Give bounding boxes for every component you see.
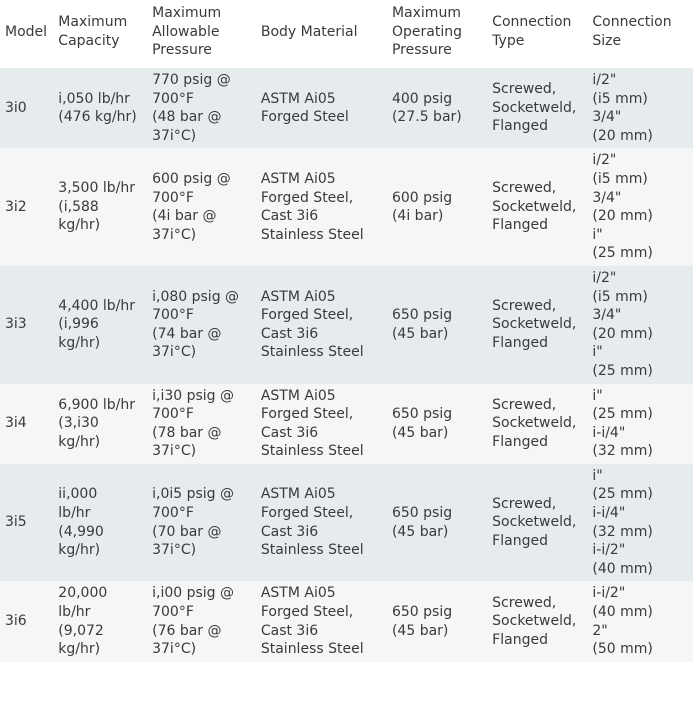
cell-text-line: Stainless Steel	[260, 641, 364, 658]
connection-type-cell	[487, 384, 587, 464]
cell-text-line: Stainless Steel	[260, 226, 364, 243]
cell-text-line: Forged Steel,	[260, 406, 354, 423]
cell-text-line: ASTM Ai05	[260, 170, 336, 187]
cell-text-line: kg/hr)	[58, 335, 101, 352]
cell-text-line: 700°F	[152, 307, 194, 324]
cell-text-line: (32 mm)	[592, 523, 653, 540]
cell-text-line: (45 bar)	[391, 424, 449, 441]
cell-text-line: i"	[592, 387, 603, 404]
body-material-cell	[256, 384, 387, 464]
cell-text-line: Cast 3i6	[260, 622, 319, 639]
cell-text-line: Cast 3i6	[260, 325, 319, 342]
cell-text-line: Forged Steel,	[260, 505, 354, 522]
cell-text-line: 3i6	[5, 613, 27, 630]
cell-text-line: Screwed,	[492, 594, 557, 611]
cell-text-line: Screwed,	[492, 495, 557, 512]
cell-text-line: 4,400 lb/hr	[58, 297, 135, 314]
cell-text-line: 3/4"	[592, 109, 622, 126]
operating-pressure-cell	[387, 464, 487, 582]
cell-text-line: (25 mm)	[592, 245, 653, 262]
header-text-line: Connection	[492, 14, 572, 31]
cell-text-line: Stainless Steel	[260, 344, 364, 361]
cell-text-line: Screwed,	[492, 81, 557, 98]
cell-text-line: (4i bar @	[152, 208, 217, 225]
cell-text-line: 700°F	[152, 189, 194, 206]
table-row	[0, 68, 693, 148]
header-text-line: Maximum	[58, 14, 128, 31]
cell-text-line: 37i°C)	[152, 344, 197, 361]
cell-text-line: (27.5 bar)	[391, 109, 462, 126]
allowable-pressure-cell	[147, 384, 256, 464]
header-text-line: Maximum	[391, 5, 461, 22]
cell-text-line: 770 psig @	[152, 72, 231, 88]
cell-text-line: Cast 3i6	[260, 523, 319, 540]
cell-text-line: Screwed,	[492, 396, 557, 413]
cell-text-line: (45 bar)	[391, 622, 449, 639]
cell-text-line: 400 psig	[391, 90, 453, 107]
body-material-cell	[256, 464, 387, 582]
cell-text-line: lb/hr	[58, 604, 91, 621]
max-operating-pressure-header	[387, 0, 487, 68]
table-row	[0, 148, 693, 266]
header-text-line: Body Material	[260, 23, 358, 40]
cell-text-line: 700°F	[152, 90, 194, 107]
cell-text-line: i-i/2"	[592, 585, 626, 602]
cell-text-line: Socketweld,	[492, 316, 577, 333]
cell-text-line: (25 mm)	[592, 362, 653, 379]
cell-text-line: (45 bar)	[391, 523, 449, 540]
body-material-cell	[256, 581, 387, 661]
model-cell	[0, 148, 53, 266]
header-text-line: Model	[5, 23, 48, 40]
cell-text-line: Forged Steel,	[260, 604, 354, 621]
cell-text-line: i/2"	[592, 152, 617, 169]
cell-text-line: 37i°C)	[152, 542, 197, 559]
capacity-cell	[53, 464, 147, 582]
cell-text-line: (3,i30	[58, 415, 99, 432]
cell-text-line: Socketweld,	[492, 415, 577, 432]
cell-text-line: Socketweld,	[492, 514, 577, 531]
header-text-line: Pressure	[391, 42, 452, 59]
cell-text-line: Flanged	[492, 217, 548, 234]
allowable-pressure-cell	[147, 581, 256, 661]
cell-text-line: (i,588	[58, 198, 99, 215]
connection-size-cell	[587, 464, 693, 582]
connection-size-cell	[587, 68, 693, 148]
connection-size-cell	[587, 581, 693, 661]
capacity-cell	[53, 384, 147, 464]
model-cell	[0, 581, 53, 661]
connection-size-cell	[587, 384, 693, 464]
capacity-cell	[53, 68, 147, 148]
table-row	[0, 581, 693, 661]
cell-text-line: Socketweld,	[492, 198, 577, 215]
cell-text-line: Flanged	[492, 532, 548, 549]
cell-text-line: (i5 mm)	[592, 90, 648, 107]
max-allowable-pressure-header	[147, 0, 256, 68]
capacity-cell	[53, 581, 147, 661]
cell-text-line: 700°F	[152, 406, 194, 423]
cell-text-line: 650 psig	[391, 307, 453, 324]
cell-text-line: (20 mm)	[592, 325, 653, 342]
connection-type-header	[487, 0, 587, 68]
cell-text-line: Forged Steel	[260, 109, 349, 126]
cell-text-line: 37i°C)	[152, 443, 197, 460]
table-header-row	[0, 0, 693, 68]
operating-pressure-cell	[387, 384, 487, 464]
body-material-cell	[256, 68, 387, 148]
cell-text-line: (i,996	[58, 316, 99, 333]
cell-text-line: Screwed,	[492, 297, 557, 314]
cell-text-line: (74 bar @	[152, 325, 222, 342]
cell-text-line: i,i00 psig @	[152, 585, 235, 602]
cell-text-line: Flanged	[492, 118, 548, 135]
connection-size-cell	[587, 148, 693, 266]
model-cell	[0, 68, 53, 148]
connection-type-cell	[487, 581, 587, 661]
allowable-pressure-cell	[147, 266, 256, 384]
allowable-pressure-cell	[147, 464, 256, 582]
capacity-cell	[53, 148, 147, 266]
capacity-cell	[53, 266, 147, 384]
cell-text-line: Forged Steel,	[260, 189, 354, 206]
cell-text-line: (4i bar)	[391, 208, 444, 225]
cell-text-line: 700°F	[152, 505, 194, 522]
cell-text-line: kg/hr)	[58, 433, 101, 450]
cell-text-line: (9,072	[58, 622, 104, 639]
cell-text-line: i,i30 psig @	[152, 387, 235, 404]
cell-text-line: i/2"	[592, 72, 617, 88]
connection-size-header	[587, 0, 693, 68]
cell-text-line: (25 mm)	[592, 406, 653, 423]
cell-text-line: (20 mm)	[592, 208, 653, 225]
cell-text-line: 3i4	[5, 415, 27, 432]
cell-text-line: Screwed,	[492, 180, 557, 197]
cell-text-line: ASTM Ai05	[260, 486, 336, 503]
cell-text-line: ASTM Ai05	[260, 288, 336, 305]
cell-text-line: 3/4"	[592, 307, 622, 324]
model-cell	[0, 266, 53, 384]
cell-text-line: 3,500 lb/hr	[58, 180, 135, 197]
cell-text-line: (40 mm)	[592, 604, 653, 621]
cell-text-line: ASTM Ai05	[260, 90, 336, 107]
cell-text-line: i"	[592, 344, 603, 361]
cell-text-line: ASTM Ai05	[260, 585, 336, 602]
cell-text-line: Flanged	[492, 433, 548, 450]
model-cell	[0, 464, 53, 582]
cell-text-line: Flanged	[492, 335, 548, 352]
cell-text-line: (32 mm)	[592, 443, 653, 460]
cell-text-line: (20 mm)	[592, 127, 653, 144]
cell-text-line: 20,000	[58, 585, 108, 602]
cell-text-line: 37i°C)	[152, 226, 197, 243]
connection-type-cell	[487, 68, 587, 148]
cell-text-line: 37i°C)	[152, 641, 197, 658]
cell-text-line: 650 psig	[391, 604, 453, 621]
cell-text-line: 700°F	[152, 604, 194, 621]
cell-text-line: Cast 3i6	[260, 424, 319, 441]
connection-type-cell	[487, 148, 587, 266]
cell-text-line: kg/hr)	[58, 641, 101, 658]
cell-text-line: (48 bar @	[152, 109, 222, 126]
cell-text-line: i-i/2"	[592, 542, 626, 559]
header-text-line: Operating	[391, 23, 462, 40]
cell-text-line: i"	[592, 226, 603, 243]
cell-text-line: i-i/4"	[592, 505, 626, 522]
cell-text-line: ASTM Ai05	[260, 387, 336, 404]
model-header	[0, 0, 53, 68]
model-cell	[0, 384, 53, 464]
cell-text-line: Stainless Steel	[260, 443, 364, 460]
allowable-pressure-cell	[147, 68, 256, 148]
allowable-pressure-cell	[147, 148, 256, 266]
cell-text-line: (76 bar @	[152, 622, 222, 639]
cell-text-line: (i5 mm)	[592, 288, 648, 305]
cell-text-line: (50 mm)	[592, 641, 653, 658]
operating-pressure-cell	[387, 581, 487, 661]
cell-text-line: 3i2	[5, 198, 27, 215]
connection-type-cell	[487, 266, 587, 384]
cell-text-line: (4,990	[58, 523, 104, 540]
cell-text-line: Socketweld,	[492, 99, 577, 116]
cell-text-line: 600 psig	[391, 189, 453, 206]
cell-text-line: 3i0	[5, 99, 27, 116]
cell-text-line: (476 kg/hr)	[58, 109, 137, 126]
cell-text-line: i/2"	[592, 269, 617, 286]
cell-text-line: (45 bar)	[391, 325, 449, 342]
cell-text-line: i,0i5 psig @	[152, 486, 235, 503]
cell-text-line: Cast 3i6	[260, 208, 319, 225]
cell-text-line: (40 mm)	[592, 560, 653, 577]
cell-text-line: (25 mm)	[592, 486, 653, 503]
body-material-cell	[256, 148, 387, 266]
cell-text-line: 650 psig	[391, 406, 453, 423]
connection-size-cell	[587, 266, 693, 384]
cell-text-line: 37i°C)	[152, 127, 197, 144]
header-text-line: Connection	[592, 14, 672, 31]
cell-text-line: 600 psig @	[152, 170, 231, 187]
table-row	[0, 384, 693, 464]
cell-text-line: 3/4"	[592, 189, 622, 206]
body-material-header	[256, 0, 387, 68]
cell-text-line: i,050 lb/hr	[58, 90, 130, 107]
header-text-line: Allowable	[152, 23, 220, 40]
cell-text-line: 650 psig	[391, 505, 453, 522]
table-row	[0, 464, 693, 582]
table-body	[0, 68, 693, 662]
cell-text-line: (78 bar @	[152, 424, 222, 441]
cell-text-line: Socketweld,	[492, 613, 577, 630]
connection-type-cell	[487, 464, 587, 582]
cell-text-line: 3i5	[5, 514, 27, 531]
cell-text-line: 2"	[592, 622, 608, 639]
operating-pressure-cell	[387, 68, 487, 148]
header-text-line: Size	[592, 33, 622, 49]
cell-text-line: i-i/4"	[592, 424, 626, 441]
cell-text-line: (70 bar @	[152, 523, 222, 540]
cell-text-line: i"	[592, 467, 603, 484]
cell-text-line: lb/hr	[58, 505, 91, 522]
cell-text-line: i,080 psig @	[152, 288, 240, 305]
cell-text-line: (i5 mm)	[592, 170, 648, 187]
header-text-line: Maximum	[152, 5, 222, 22]
header-text-line: Type	[492, 33, 525, 49]
cell-text-line: kg/hr)	[58, 217, 101, 234]
table-row	[0, 266, 693, 384]
cell-text-line: Flanged	[492, 631, 548, 648]
cell-text-line: Stainless Steel	[260, 542, 364, 559]
header-text-line: Pressure	[152, 42, 212, 59]
body-material-cell	[256, 266, 387, 384]
operating-pressure-cell	[387, 148, 487, 266]
cell-text-line: 3i3	[5, 316, 27, 333]
cell-text-line: ii,000	[58, 486, 98, 503]
operating-pressure-cell	[387, 266, 487, 384]
cell-text-line: 6,900 lb/hr	[58, 396, 135, 413]
cell-text-line: kg/hr)	[58, 542, 101, 559]
header-text-line: Capacity	[58, 33, 120, 49]
max-capacity-header	[53, 0, 147, 68]
cell-text-line: Forged Steel,	[260, 307, 354, 324]
